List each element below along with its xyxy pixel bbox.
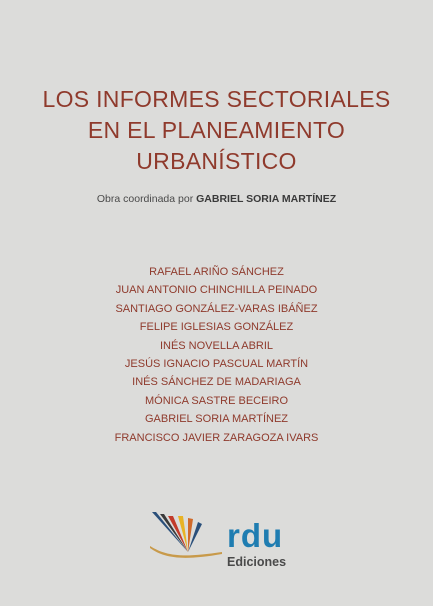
book-title xyxy=(0,84,433,177)
coordinator-line xyxy=(0,193,433,205)
author-name: GABRIEL SORIA MARTÍNEZ xyxy=(144,413,289,426)
publisher-brand: rdu xyxy=(227,517,284,554)
title-line-1: LOS INFORMES SECTORIALES xyxy=(42,86,391,112)
title-line-3: URBANÍSTICO xyxy=(136,148,297,174)
title-line-2: EN EL PLANEAMIENTO xyxy=(87,117,346,143)
author-name: JUAN ANTONIO CHINCHILLA PEINADO xyxy=(115,284,318,297)
author-name: INÉS SÁNCHEZ DE MADARIAGA xyxy=(132,376,301,389)
coordinator-prefix: Obra coordinada por xyxy=(96,193,194,205)
author-name: JESÚS IGNACIO PASCUAL MARTÍN xyxy=(124,358,309,371)
coordinator-name: GABRIEL SORIA MARTÍNEZ xyxy=(196,193,337,205)
publisher-logo xyxy=(148,510,308,574)
author-name: FELIPE IGLESIAS GONZÁLEZ xyxy=(139,321,294,334)
author-list xyxy=(0,263,433,447)
author-name: FRANCISCO JAVIER ZARAGOZA IVARS xyxy=(114,431,319,444)
publisher-subtitle: Ediciones xyxy=(227,555,287,569)
author-name: INÉS NOVELLA ABRIL xyxy=(159,339,274,352)
author-name: RAFAEL ARIÑO SÁNCHEZ xyxy=(149,266,284,278)
book-fan-icon xyxy=(148,510,226,562)
author-name: MÓNICA SASTRE BECEIRO xyxy=(144,394,289,407)
author-name: SANTIAGO GONZÁLEZ-VARAS IBÁÑEZ xyxy=(115,302,318,315)
